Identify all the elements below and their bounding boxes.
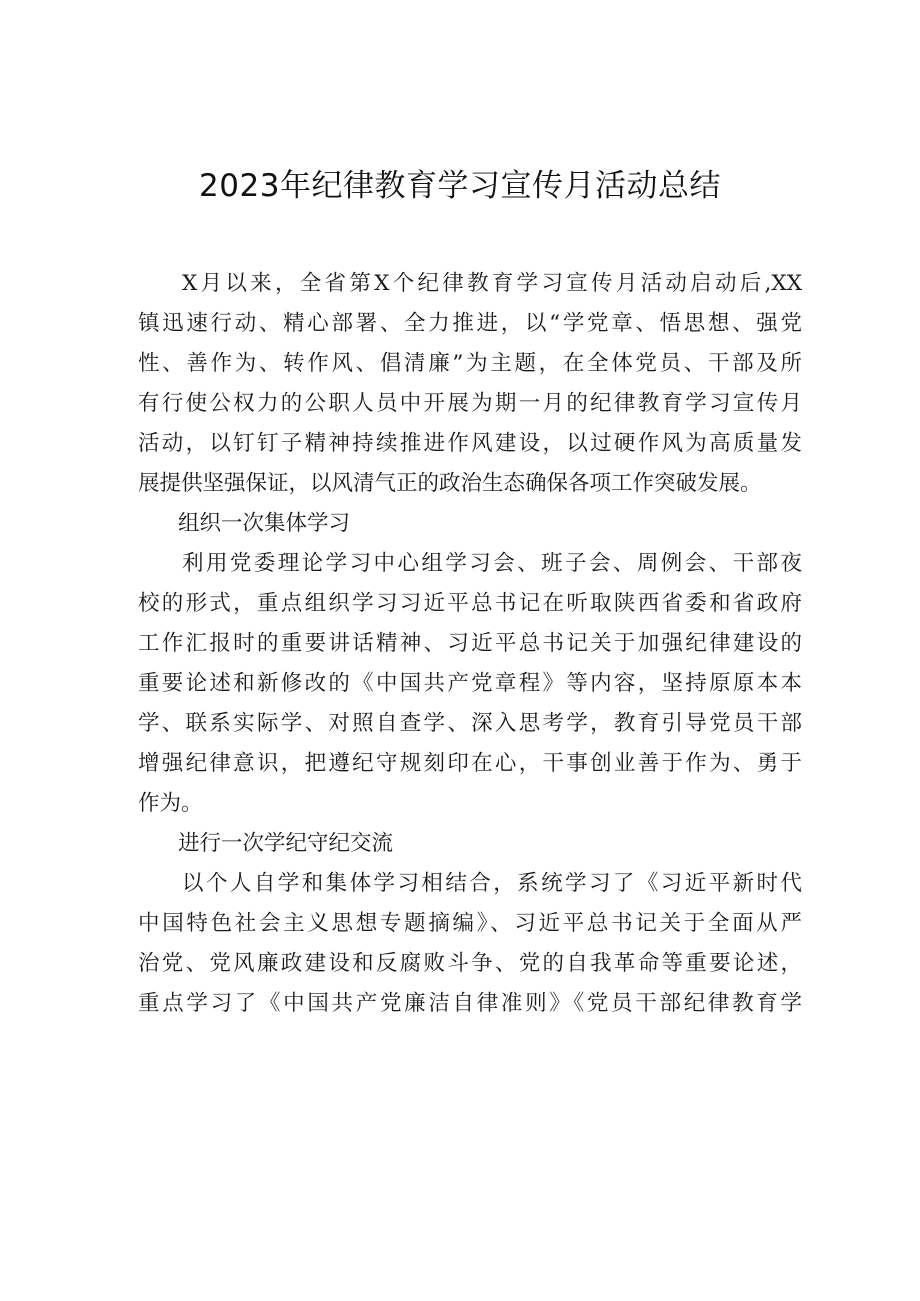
paragraph-line: 活动，以钉钉子精神持续推进作风建设，以过硬作风为高质量发 [138,431,802,456]
paragraph-line: 治党、党风廉政建设和反腐败斗争、党的自我革命等重要论述， [138,951,802,976]
section-heading: 进行一次学纪守纪交流 [178,831,394,856]
paragraph-line: 利用党委理论学习中心组学习会、班子会、周例会、干部夜 [182,551,802,576]
paragraph-line: 以个人自学和集体学习相结合，系统学习了《习近平新时代 [182,871,802,896]
paragraph-line: 性、善作为、转作风、倡清廉”为主题，在全体党员、干部及所 [138,351,802,376]
paragraph-line: 展提供坚强保证，以风清气正的政治生态确保各项工作突破发展。 [138,471,762,496]
paragraph-line: 有行使公权力的公职人员中开展为期一月的纪律教育学习宣传月 [138,391,802,416]
paragraph-line: 镇迅速行动、精心部署、全力推进，以“学党章、悟思想、强党 [138,311,802,336]
paragraph-line: 工作汇报时的重要讲话精神、习近平总书记关于加强纪律建设的 [138,631,802,656]
paragraph-line: 重要论述和新修改的《中国共产党章程》等内容，坚持原原本本 [138,671,802,696]
section2-paragraph [138,864,802,1024]
paragraph-line: 中国特色社会主义思想专题摘编》、习近平总书记关于全面从严 [138,911,802,936]
intro-paragraph [138,264,802,504]
document-body [138,264,802,1024]
section-heading: 组织一次集体学习 [178,511,351,536]
paragraph-line: 重点学习了《中国共产党廉洁自律准则》《党员干部纪律教育学 [138,991,802,1016]
paragraph-line: X月以来，全省第X个纪律教育学习宣传月活动启动后,XX [182,271,802,296]
document-title: 2023年纪律教育学习宣传月活动总结 [199,168,721,204]
paragraph-line: 学、联系实际学、对照自查学、深入思考学，教育引导党员干部 [138,711,802,736]
paragraph-line: 增强纪律意识，把遵纪守规刻印在心，干事创业善于作为、勇于 [138,751,802,776]
section1-paragraph [138,544,802,824]
paragraph-line: 作为。 [138,791,203,816]
paragraph-line: 校的形式，重点组织学习习近平总书记在听取陕西省委和省政府 [138,591,802,616]
